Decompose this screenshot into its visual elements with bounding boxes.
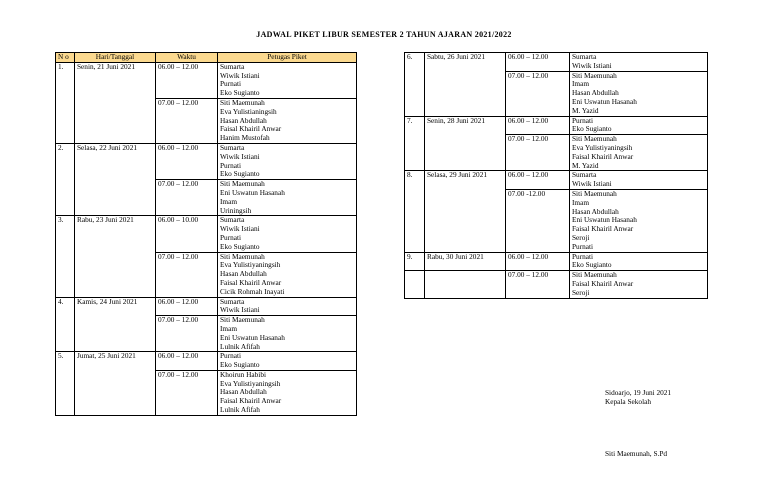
shift-staff [570, 135, 708, 171]
shift-staff [570, 71, 708, 116]
staff-name: M. Yazid [572, 160, 599, 170]
staff-name: Siti Maemunah [572, 270, 617, 280]
staff-name: Lulnik Afifah [220, 341, 260, 351]
day-number: 3. [56, 216, 75, 297]
shift-staff [218, 98, 357, 143]
staff-name: Hanim Mustofah [220, 133, 270, 143]
staff-name: Siti Maemunah [220, 315, 265, 325]
staff-name: Hasan Abdullah [572, 206, 619, 216]
staff-name: Seroji [572, 232, 590, 242]
staff-name: Faisal Khairil Anwar [220, 277, 282, 287]
shift-staff [570, 252, 708, 271]
shift-time: 07.00 – 12.00 [156, 370, 218, 415]
staff-name: Uriningsih [220, 205, 252, 215]
staff-name: Hasan Abdullah [220, 387, 267, 397]
shift-time: 06.00 – 12.00 [156, 143, 218, 179]
header-staff: Petugas Piket [218, 53, 357, 63]
staff-name: Eko Sugianto [572, 260, 612, 270]
shift-time: 07.00 – 12.00 [506, 71, 570, 116]
day-date: Selasa, 29 Juni 2021 [425, 171, 506, 252]
day-number: 5. [56, 352, 75, 416]
day-number: 7. [405, 116, 425, 171]
staff-name: Seroji [572, 287, 590, 297]
staff-name: Khoirun Habibi [220, 370, 267, 379]
staff-name: Wiwik Istiani [220, 151, 260, 161]
shift-staff [218, 316, 357, 352]
day-date: Senin, 28 Juni 2021 [425, 116, 506, 171]
shift-staff [218, 62, 357, 98]
table-row [405, 171, 708, 190]
day-number: 6. [405, 53, 425, 117]
staff-name: Wiwik Istiani [220, 224, 260, 234]
staff-name: Wiwik Istiani [220, 70, 260, 80]
staff-name: Sumarta [220, 143, 245, 152]
table-row [56, 216, 357, 252]
day-date: Rabu, 23 Juni 2021 [75, 216, 156, 297]
staff-name: Purnati [572, 116, 594, 125]
shift-staff [218, 297, 357, 316]
table-row [405, 116, 708, 135]
day-date: Sabtu, 26 Juni 2021 [425, 53, 506, 117]
shift-time: 07.00 – 12.00 [506, 271, 570, 298]
header-no: N o [56, 53, 75, 63]
staff-name: Eko Sugianto [220, 88, 260, 98]
staff-name: Eko Sugianto [572, 124, 612, 134]
staff-name: Purnati [572, 241, 594, 251]
day-date: Selasa, 22 Juni 2021 [75, 143, 156, 215]
staff-name: Wiwik Istiani [220, 305, 260, 315]
shift-time: 07.00 – 12.00 [156, 98, 218, 143]
staff-name: Faisal Khairil Anwar [220, 124, 282, 134]
staff-name: Siti Maemunah [220, 252, 265, 261]
shift-time: 06.00 – 10.00 [156, 216, 218, 252]
document-title: JADWAL PIKET LIBUR SEMESTER 2 TAHUN AJARAN 2021/2022 [256, 30, 512, 39]
shift-staff [218, 180, 357, 216]
table-row [56, 62, 357, 98]
table-row [56, 297, 357, 316]
table-row [56, 352, 357, 371]
staff-name: Imam [572, 197, 590, 207]
staff-name: M. Yazid [572, 105, 599, 115]
staff-name: Hasan Abdullah [220, 115, 267, 125]
staff-name: Faisal Khairil Anwar [572, 278, 634, 288]
shift-staff [570, 171, 708, 190]
staff-name: Imam [220, 323, 238, 333]
staff-name: Faisal Khairil Anwar [572, 151, 634, 161]
shift-staff [570, 271, 708, 298]
staff-name: Eni Uswatun Hasanah [220, 332, 285, 342]
shift-time: 06.00 – 12.00 [156, 352, 218, 371]
shift-staff [218, 352, 357, 371]
shift-time: 06.00 – 12.00 [506, 116, 570, 135]
shift-time: 06.00 – 12.00 [506, 171, 570, 190]
table-body-left [56, 62, 357, 415]
shift-time: 06.00 – 12.00 [506, 53, 570, 72]
signature-place-date: Sidoarjo, 19 Juni 2021 [605, 388, 672, 397]
staff-name: Hasan Abdullah [572, 88, 619, 98]
staff-name: Imam [572, 79, 590, 89]
staff-name: Eko Sugianto [220, 169, 260, 179]
shift-staff [218, 370, 357, 415]
shift-staff [570, 116, 708, 135]
empty-cell [405, 271, 425, 298]
staff-name: Purnati [220, 232, 242, 242]
staff-name: Lulnik Afifah [220, 405, 260, 415]
shift-time: 06.00 – 12.00 [506, 252, 570, 271]
staff-name: Sumarta [220, 215, 245, 225]
staff-name: Eva Yulistiyaningsih [220, 260, 281, 270]
staff-name: Siti Maemunah [572, 71, 617, 80]
staff-name: Siti Maemunah [220, 179, 265, 189]
shift-staff [218, 252, 357, 297]
staff-name: Siti Maemunah [572, 134, 617, 144]
shift-time: 07.00 – 12.00 [156, 252, 218, 297]
staff-name: Eva Yulistiyaningsih [220, 378, 281, 388]
shift-staff [218, 216, 357, 252]
table-header-row [56, 53, 357, 63]
staff-name: Hasan Abdullah [220, 269, 267, 279]
empty-cell [425, 271, 506, 298]
day-date: Senin, 21 Juni 2021 [75, 62, 156, 143]
shift-time: 07.00 – 12.00 [156, 180, 218, 216]
staff-name: Wiwik Istiani [572, 179, 612, 189]
signature-name: Siti Maemunah, S.Pd [605, 449, 668, 458]
table-row [56, 143, 357, 179]
shift-time: 06.00 – 12.00 [156, 62, 218, 98]
staff-name: Sumarta [572, 52, 597, 61]
day-number: 1. [56, 62, 75, 143]
table-body-right [405, 53, 708, 299]
schedule-table-left [55, 52, 357, 416]
staff-name: Wiwik Istiani [572, 60, 612, 70]
staff-name: Eva Yulistiyaningsih [572, 142, 633, 152]
staff-name: Eni Uswatun Hasanah [220, 187, 285, 197]
staff-name: Purnati [220, 79, 242, 89]
day-date: Kamis, 24 Juni 2021 [75, 297, 156, 352]
schedule-table-right [404, 52, 708, 299]
shift-time: 07.00 -12.00 [506, 189, 570, 252]
table-row [405, 53, 708, 72]
shift-staff [570, 189, 708, 252]
staff-name: Eko Sugianto [220, 241, 260, 251]
shift-time: 07.00 – 12.00 [156, 316, 218, 352]
day-date: Jumat, 25 Juni 2021 [75, 352, 156, 416]
shift-time: 06.00 – 12.00 [156, 297, 218, 316]
staff-name: Eva Yulistianingsih [220, 106, 277, 116]
staff-name: Cicik Rohmah Inayati [220, 286, 285, 296]
header-time: Waktu [156, 53, 218, 63]
shift-staff [570, 53, 708, 72]
header-day: Hari/Tanggal [75, 53, 156, 63]
day-number: 2. [56, 143, 75, 215]
shift-staff [218, 143, 357, 179]
shift-time: 07.00 – 12.00 [506, 135, 570, 171]
staff-name: Purnati [572, 252, 594, 261]
staff-name: Imam [220, 196, 238, 206]
staff-name: Eni Uswatun Hasanah [572, 96, 637, 106]
staff-name: Purnati [220, 351, 242, 361]
day-date: Rabu, 30 Juni 2021 [425, 252, 506, 271]
staff-name: Faisal Khairil Anwar [572, 224, 634, 234]
signature-position: Kepala Sekolah [605, 397, 651, 406]
table-row [405, 271, 708, 298]
staff-name: Eko Sugianto [220, 360, 260, 370]
staff-name: Sumarta [572, 170, 597, 180]
staff-name: Siti Maemunah [572, 189, 617, 198]
day-number: 8. [405, 171, 425, 252]
staff-name: Siti Maemunah [220, 98, 265, 107]
staff-name: Faisal Khairil Anwar [220, 396, 282, 406]
day-number: 9. [405, 252, 425, 271]
day-number: 4. [56, 297, 75, 352]
staff-name: Sumarta [220, 62, 245, 71]
table-row [405, 252, 708, 271]
staff-name: Eni Uswatun Hasanah [572, 215, 637, 225]
staff-name: Purnati [220, 160, 242, 170]
staff-name: Sumarta [220, 297, 245, 306]
